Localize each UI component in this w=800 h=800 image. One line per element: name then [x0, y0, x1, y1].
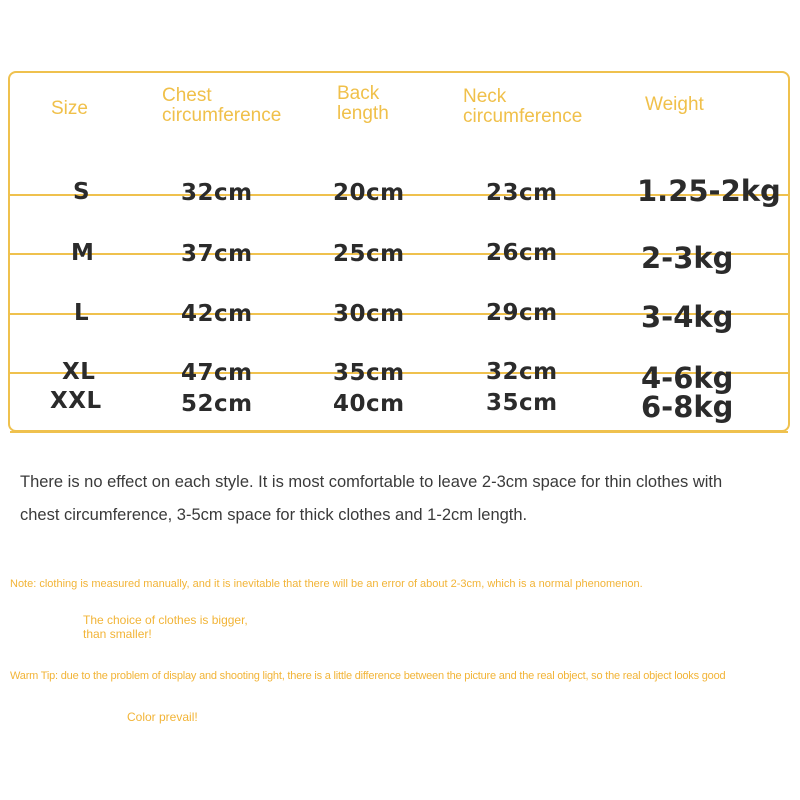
cell-size: XXL [50, 388, 102, 414]
measurement-note: Note: clothing is measured manually, and it is inevitable that there will be an error of about 2-3cm, which is a normal phenomenon. [10, 578, 643, 590]
cell-size: L [74, 300, 90, 326]
header-chest-circumference: Chest circumference [162, 85, 282, 126]
cell-back: 40cm [333, 391, 405, 417]
cell-weight: 1.25-2kg [637, 174, 781, 208]
cell-neck: 26cm [486, 240, 558, 266]
cell-back: 30cm [333, 301, 405, 327]
cell-weight: 6-8kg [641, 390, 734, 424]
fit-description: There is no effect on each style. It is most comfortable to leave 2-3cm space for thin clothes with chest circumference, 3-5cm space for thick clothes and 1-2cm length. [20, 473, 723, 524]
cell-size: M [71, 240, 95, 266]
size-choice-note: The choice of clothes is bigger, than smaller! [83, 613, 248, 641]
cell-weight: 4-6kg [641, 361, 734, 395]
header-weight: Weight [645, 94, 704, 115]
warm-tip-note: Warm Tip: due to the problem of display and shooting light, there is a little difference between the picture and the real object, so the real object looks good [10, 670, 726, 682]
cell-neck: 29cm [486, 300, 558, 326]
cell-back: 20cm [333, 180, 405, 206]
header-neck-circumference: Neck circumference [463, 86, 583, 127]
size-table [8, 71, 790, 432]
cell-neck: 35cm [486, 390, 558, 416]
header-back-length: Back length [337, 83, 389, 124]
cell-weight: 2-3kg [641, 241, 734, 275]
cell-neck: 32cm [486, 359, 558, 385]
cell-back: 25cm [333, 241, 405, 267]
cell-size: S [73, 179, 91, 205]
cell-back: 35cm [333, 360, 405, 386]
cell-neck: 23cm [486, 180, 558, 206]
cell-size: XL [62, 359, 96, 385]
color-note: Color prevail! [127, 710, 198, 724]
cell-chest: 37cm [181, 241, 253, 267]
cell-chest: 32cm [181, 180, 253, 206]
cell-chest: 52cm [181, 391, 253, 417]
cell-chest: 42cm [181, 301, 253, 327]
header-size: Size [51, 98, 88, 119]
cell-weight: 3-4kg [641, 300, 734, 334]
cell-chest: 47cm [181, 360, 253, 386]
